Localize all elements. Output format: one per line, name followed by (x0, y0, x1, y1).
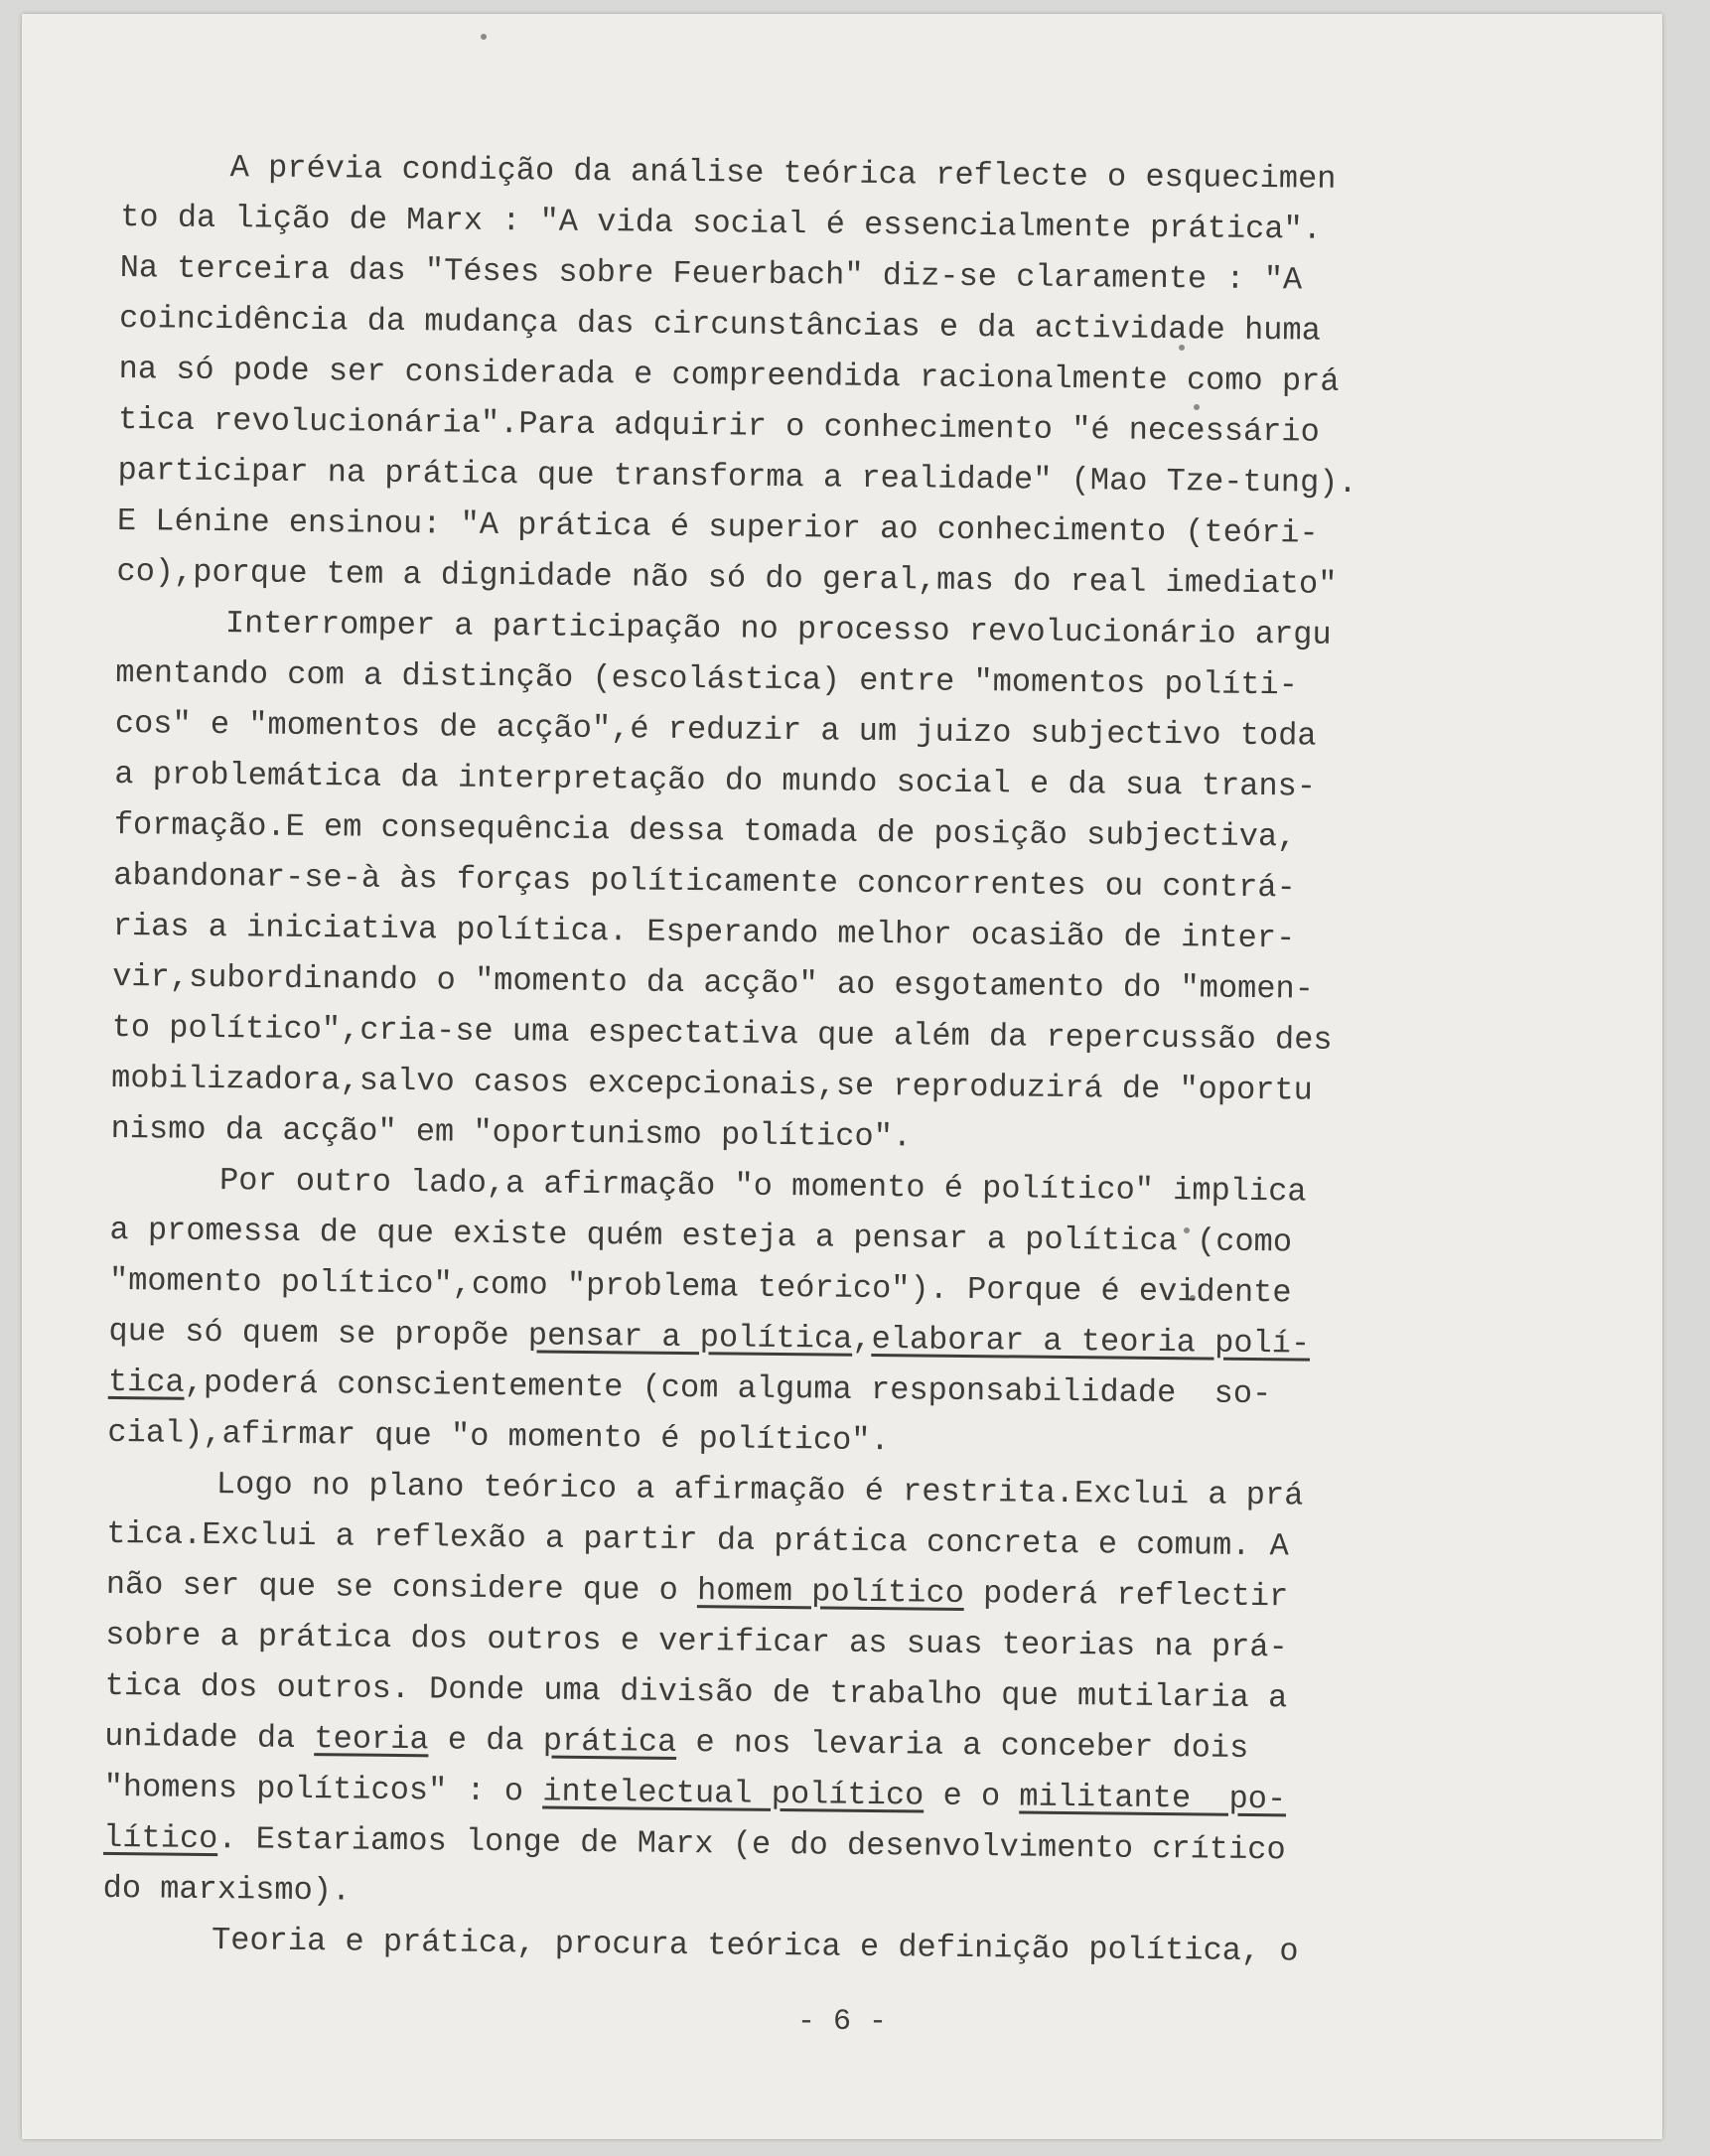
text-fragment: ,poderá conscientemente (com alguma responsabilidade so- (184, 1364, 1272, 1413)
text-line: Por outro lado,a afirmação "o momento é político" implica (218, 1162, 1307, 1211)
text-line: to da lição de Marx : "A vida social é essencialmente prática". (120, 198, 1323, 248)
text-line: formação.E em consequência dessa tomada de posição subjectiva, (113, 805, 1297, 856)
text-line: Teoria e prática, procura teórica e definição política, o (211, 1922, 1299, 1970)
underlined-phrase: intelectual político (542, 1773, 925, 1814)
text-line: cial),afirmar que "o momento é político". (107, 1413, 890, 1460)
document-page (22, 14, 1662, 2139)
paragraph-1 (116, 141, 1442, 611)
text-line: sobre a prática dos outros e verificar as suas teorias na prá- (105, 1616, 1288, 1666)
text-fragment: não ser que se considere que o (105, 1565, 698, 1610)
text-line: mobilizadora,salvo casos excepcionais,se reproduzirá de "oportu (110, 1059, 1314, 1109)
underlined-phrase: prática (542, 1722, 677, 1761)
text-fragment: e da (428, 1721, 544, 1760)
text-line: vir,subordinando o "momento da acção" ao esgotamento do "momen- (111, 957, 1315, 1008)
underlined-phrase: elaborar a teoria polí- (871, 1320, 1311, 1363)
text-line: Interromper a participação no processo revolucionário argu (224, 605, 1332, 653)
text-fragment: "homens políticos" : o (103, 1768, 543, 1810)
text-line: na só pode ser considerada e compreendida racionalmente como prá (118, 350, 1340, 400)
text-fragment: que só quem se propõe (108, 1312, 529, 1355)
page-number: - 6 - (796, 2005, 887, 2039)
text-line: coincidência da mudança das circunstâncias e da actividade huma (118, 299, 1322, 350)
underlined-phrase: teoria (314, 1720, 429, 1759)
typewritten-body (102, 141, 1442, 1978)
text-line: Na terceira das "Téses sobre Feuerbach" diz-se claramente : "A (119, 248, 1303, 299)
underlined-phrase: lítico (102, 1818, 218, 1858)
text-line: rias a iniciativa política. Esperando melhor ocasião de inter- (112, 907, 1296, 957)
text-line: to político",cria-se uma espectativa que além da repercussão des (111, 1008, 1333, 1059)
text-line: E Lénine ensinou: "A prática é superior ao conhecimento (teóri- (116, 502, 1319, 552)
text-line: A prévia condição da análise teórica reflecte o esquecimen (229, 149, 1337, 198)
paper-speck (481, 34, 487, 40)
text-line: nismo da acção" em "oportunismo político". (110, 1109, 913, 1156)
underlined-phrase: homem político (696, 1572, 965, 1612)
text-line: cos" e "momentos de acção",é reduzir a um juizo subjectivo toda (114, 704, 1317, 755)
underlined-phrase: pensar a política (527, 1317, 853, 1358)
text-line: Logo no plano teórico a afirmação é restrita.Exclui a prá (215, 1466, 1304, 1514)
text-fragment: . Estariamos longe de Marx (e do desenvolvimento crítico (217, 1820, 1286, 1869)
text-line: tica dos outros. Donde uma divisão de trabalho que mutilaria a (104, 1666, 1288, 1717)
text-line: participar na prática que transforma a realidade" (Mao Tze-tung). (117, 451, 1357, 503)
text-line: a promessa de que existe quém esteja a pensar a política (como (109, 1211, 1293, 1261)
text-line: co),porque tem a dignidade não só do geral,mas do real imediato" (116, 552, 1338, 603)
text-line: do marxismo). (102, 1869, 352, 1910)
text-fragment: , (852, 1320, 872, 1358)
text-line: "momento político",como "problema teórico"). Porque é evidente (108, 1261, 1292, 1312)
underlined-phrase: tica (107, 1363, 185, 1401)
text-line: tica revolucionária".Para adquirir o conhecimento "é necessário (117, 400, 1320, 451)
text-fragment: poderá reflectir (963, 1574, 1289, 1616)
text-line: a problemática da interpretação do mundo social e da sua trans- (114, 755, 1317, 805)
text-fragment: e o (924, 1777, 1020, 1815)
text-line: mentando com a distinção (escolástica) entre "momentos políti- (115, 653, 1299, 704)
paragraph-3 (107, 1154, 1431, 1472)
text-line: abandonar-se-à às forças políticamente concorrentes ou contrá- (113, 856, 1296, 907)
underlined-phrase: militante po- (1019, 1778, 1287, 1818)
text-line: tica.Exclui a reflexão a partir da prática concreta e comum. A (106, 1514, 1290, 1565)
text-fragment: e nos levaria a conceber dois (676, 1723, 1249, 1767)
paragraph-4 (102, 1458, 1428, 1928)
paragraph-2 (110, 597, 1437, 1168)
text-fragment: unidade da (103, 1717, 315, 1758)
